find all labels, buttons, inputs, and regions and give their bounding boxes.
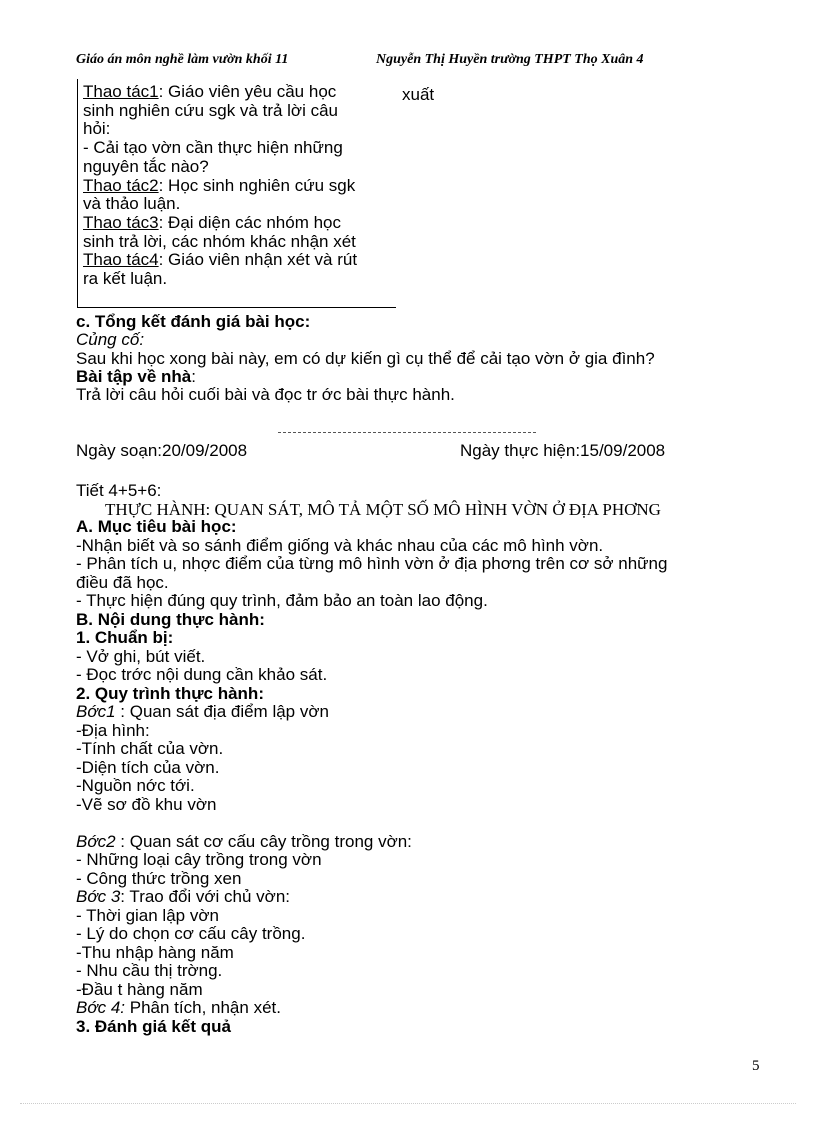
activity-box-line <box>83 83 336 101</box>
procedure-step <box>76 999 281 1017</box>
section-heading: 3. Đánh giá kết quả <box>76 1016 231 1036</box>
step-text: : Quan sát cơ cấu cây trồng trong vờn: <box>115 831 412 851</box>
content-line: -Thu nhập hàng năm <box>76 942 234 962</box>
homework-heading <box>76 368 196 386</box>
content-line: - Thực hiện đúng quy trình, đảm bảo an toàn lao động. <box>76 591 488 610</box>
activity-box-line <box>83 251 357 269</box>
consolidate-label: Củng cố: <box>76 330 145 349</box>
activity-box-line <box>83 214 341 232</box>
step-label: Bớc2 <box>76 831 116 851</box>
activity-box-text: : Giáo viên yêu cầu học <box>158 82 337 101</box>
lesson-period: Tiết 4+5+6: <box>76 481 162 500</box>
content-line: - Lý do chọn cơ cấu cây trồng. <box>76 924 306 943</box>
content-line: - Đọc trớc nội dung cần khảo sát. <box>76 665 328 684</box>
summary-heading: c. Tổng kết đánh giá bài học: <box>76 312 311 331</box>
activity-box-text: sinh trả lời, các nhóm khác nhận xét <box>83 231 356 251</box>
procedure-step <box>76 888 290 906</box>
content-line: - Nhu cầu thị trờng. <box>76 961 223 980</box>
content-line: -Tính chất của vờn. <box>76 739 224 758</box>
activity-box-text: và thảo luận. <box>83 194 181 214</box>
date-prepared: Ngày soạn:20/09/2008 <box>76 441 248 460</box>
activity-box-line <box>83 102 338 120</box>
activity-box-line <box>83 120 110 138</box>
content-line: -Nhận biết và so sánh điểm giống và khác nhau của các mô hình vờn. <box>76 535 604 555</box>
activity-step-label: Thao tác3 <box>83 212 159 232</box>
header-right: Nguyễn Thị Huyền trường THPT Thọ Xuân 4 <box>376 52 644 67</box>
step-text: : Quan sát địa điểm lập vờn <box>115 702 329 721</box>
step-label: Bớc1 <box>76 702 116 721</box>
content-line: - Vở ghi, bút viết. <box>76 646 206 666</box>
procedure-step <box>76 833 412 851</box>
homework-colon: : <box>191 367 196 386</box>
footer-divider <box>20 1103 796 1104</box>
activity-box-text: : Đại diện các nhóm học <box>158 212 341 232</box>
procedure-step <box>76 703 329 721</box>
activity-box-text: : Học sinh nghiên cứu sgk <box>158 175 356 195</box>
activity-box-line <box>83 195 180 213</box>
step-text: Phân tích, nhận xét. <box>125 998 281 1017</box>
header-left: Giáo án môn nghề làm vườn khối 11 <box>76 52 289 67</box>
homework-label: Bài tập về nhà <box>76 367 192 386</box>
activity-box-text: : Giáo viên nhận xét và rút <box>158 250 358 270</box>
content-line: -Nguồn nớc tới. <box>76 776 195 795</box>
activity-box-text: sinh nghiên cứu sgk và trả lời câu <box>83 100 338 120</box>
section-heading: 2. Quy trình thực hành: <box>76 683 264 703</box>
activity-box-line <box>83 177 355 195</box>
content-line: - Phân tích u, nhợc điểm của từng mô hình vờn ở địa phơng trên cơ sở những <box>76 554 668 573</box>
step-label: Bớc 3 <box>76 887 121 906</box>
content-line: -Diện tích của vờn. <box>76 757 220 777</box>
activity-box-line <box>83 158 209 176</box>
activity-box-line <box>83 139 343 157</box>
content-line: - Thời gian lập vờn <box>76 905 219 925</box>
activity-box-text: hỏi: <box>83 119 111 139</box>
content-line: -Địa hình: <box>76 720 150 740</box>
step-label: Bớc 4: <box>76 998 126 1017</box>
activity-box-line <box>83 233 356 251</box>
separator-rule <box>278 432 536 433</box>
activity-box-line <box>83 270 167 288</box>
activity-step-label: Thao tác2 <box>83 175 159 195</box>
content-line: -Đầu t hàng năm <box>76 979 203 999</box>
activity-box-text: ra kết luận. <box>83 269 168 288</box>
content-line: -Vẽ sơ đồ khu vờn <box>76 794 217 814</box>
date-taught: Ngày thực hiện:15/09/2008 <box>460 441 666 460</box>
lesson-title: THỰC HÀNH: QUAN SÁT, MÔ TẢ MỘT SỐ MÔ HÌNH VỜN Ở ĐỊA PHƠNG <box>105 500 661 519</box>
activity-box-text: nguyên tắc nào? <box>83 156 209 176</box>
step-text: : Trao đổi với chủ vờn: <box>120 887 290 906</box>
activity-box-text: - Cải tạo vờn cần thực hiện những <box>83 138 343 158</box>
box-side-text: xuất <box>402 85 435 104</box>
section-heading: A. Mục tiêu bài học: <box>76 517 237 536</box>
activity-step-label: Thao tác1 <box>83 82 159 101</box>
content-line: - Công thức trồng xen <box>76 868 242 888</box>
content-line: điều đã học. <box>76 572 169 592</box>
consolidate-question: Sau khi học xong bài này, em có dự kiến gì cụ thể để cải tạo vờn ở gia đình? <box>76 349 655 368</box>
homework-text: Trả lời câu hỏi cuối bài và đọc tr ớc bài thực hành. <box>76 385 455 404</box>
page-number: 5 <box>752 1058 760 1074</box>
content-line: - Những loại cây trồng trong vờn <box>76 850 322 869</box>
activity-step-label: Thao tác4 <box>83 250 159 270</box>
section-heading: 1. Chuẩn bị: <box>76 628 174 647</box>
section-heading: B. Nội dung thực hành: <box>76 609 265 629</box>
